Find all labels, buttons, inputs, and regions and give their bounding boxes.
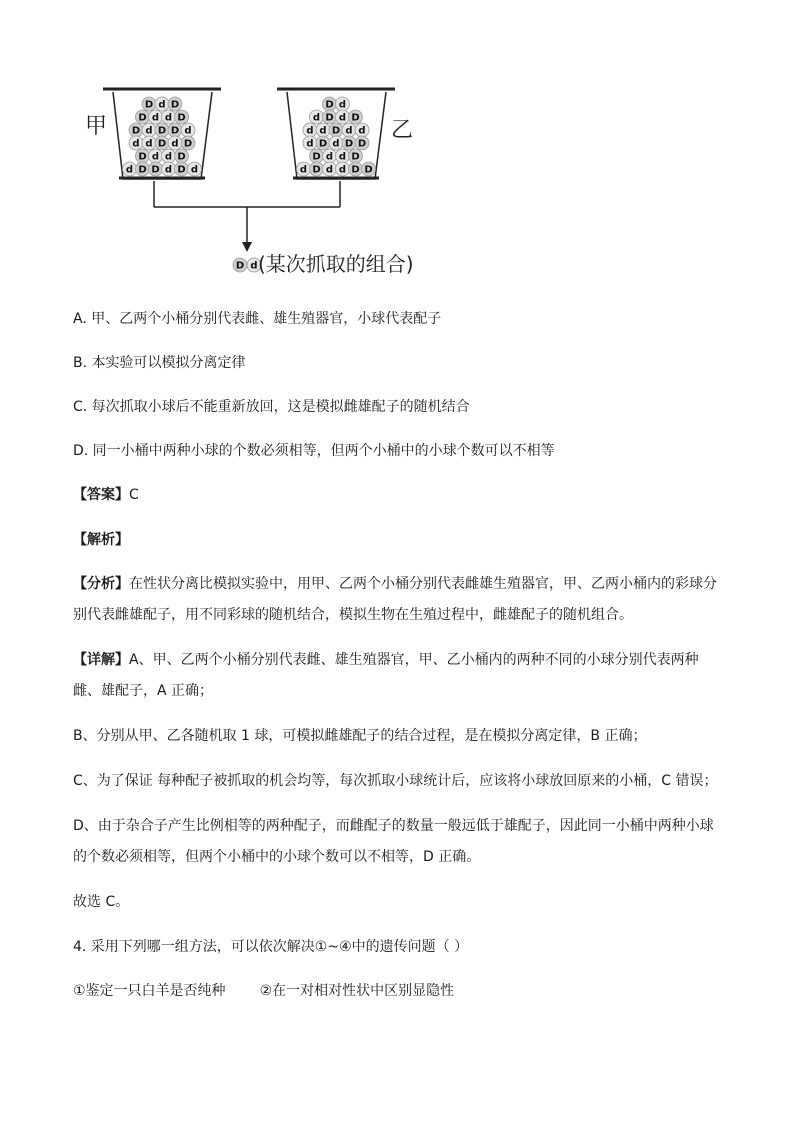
analysis-label: 【解析】 — [73, 532, 129, 548]
ball-d-recessive — [323, 149, 337, 163]
ball-d-recessive — [355, 123, 369, 137]
connector-lines — [154, 181, 340, 252]
option-c: C. 每次抓取小球后不能重新放回，这是模拟雌雄配子的随机结合 — [73, 399, 470, 415]
ball-d-dominant — [310, 149, 324, 163]
svg-text:D: D — [170, 99, 180, 111]
answer-value: C — [129, 487, 139, 503]
ball-d-recessive — [336, 110, 350, 124]
bucket-left-label: 甲 — [85, 114, 108, 139]
ball-d-recessive — [149, 149, 163, 163]
ball-d-recessive — [142, 136, 156, 150]
svg-text:d: d — [145, 138, 153, 150]
bucket-experiment-figure — [80, 80, 480, 280]
svg-text:d: d — [125, 164, 134, 176]
ball-d-dominant — [349, 162, 363, 176]
question-4-items — [73, 981, 454, 1001]
explain-b: B、分别从甲、乙各随机取 1 球，可模拟雌雄配子的结合过程，是在模拟分离定律，B 正确； — [73, 728, 647, 744]
xiangjie-line-1: 【详解】A、甲、乙两个小桶分别代表雌、雄生殖器官，甲、乙小桶内的两种不同的小球分别代表两种 — [73, 652, 699, 668]
svg-text:D: D — [138, 164, 147, 176]
xiangjie-line-2: 雌、雄配子，A 正确； — [73, 683, 214, 699]
svg-text:d: d — [190, 164, 199, 176]
svg-text:D: D — [131, 125, 141, 137]
ball-d-dominant — [136, 162, 150, 176]
ball-d-dominant — [129, 123, 143, 137]
ball-d-recessive — [303, 136, 317, 150]
down-arrow-icon — [242, 242, 252, 252]
svg-text:d: d — [312, 112, 321, 124]
svg-text:D: D — [138, 112, 147, 124]
explain-d-line-1: D、由于杂合子产生比例相等的两种配子，而雌配子的数量一般远低于雄配子，因此同一小桶中两种小球 — [73, 818, 714, 834]
svg-text:d: d — [332, 138, 340, 150]
ball-d-dominant — [142, 97, 156, 111]
svg-text:d: d — [184, 125, 192, 137]
svg-text:D: D — [351, 151, 360, 163]
ball-d-recessive — [162, 149, 176, 163]
svg-text:d: d — [306, 125, 314, 137]
svg-text:d: d — [358, 125, 366, 137]
ball-d-recessive — [316, 123, 330, 137]
question-4-item-1: ①鉴定一只白羊是否纯种 — [73, 983, 226, 999]
svg-text:d: d — [306, 138, 314, 150]
svg-text:d: d — [345, 125, 353, 137]
svg-text:d: d — [299, 164, 308, 176]
ball-d-recessive — [188, 162, 202, 176]
svg-text:D: D — [312, 151, 321, 163]
question-4-stem: 4. 采用下列哪一组方法，可以依次解决①~④中的遗传问题（ ） — [73, 939, 469, 955]
ball-d-recessive — [181, 123, 195, 137]
left-bucket-balls — [123, 97, 202, 176]
svg-text:D: D — [170, 125, 180, 137]
svg-text:d: d — [151, 112, 160, 124]
svg-text:d: d — [151, 151, 160, 163]
question-4-item-2: ②在一对相对性状中区别显隐性 — [259, 983, 455, 999]
svg-text:D: D — [235, 260, 245, 272]
right-bucket-balls — [297, 97, 376, 176]
ball-d-recessive — [155, 97, 169, 111]
svg-text:d: d — [338, 151, 347, 163]
svg-text:D: D — [138, 151, 147, 163]
ball-d-dominant — [168, 97, 182, 111]
bucket-right — [277, 89, 395, 179]
svg-text:D: D — [325, 112, 334, 124]
ball-d-dominant — [310, 162, 324, 176]
ball-d-recessive — [168, 136, 182, 150]
ball-d-dominant — [155, 136, 169, 150]
svg-text:D: D — [151, 164, 160, 176]
svg-text:D: D — [312, 164, 321, 176]
svg-text:D: D — [318, 138, 328, 150]
bucket-right-label: 乙 — [391, 118, 414, 143]
svg-text:d: d — [164, 151, 173, 163]
option-a: A. 甲、乙两个小桶分别代表雌、雄生殖器官，小球代表配子 — [73, 311, 442, 327]
ball-d-recessive — [336, 149, 350, 163]
svg-text:D: D — [351, 112, 360, 124]
answer-line — [73, 485, 139, 505]
svg-text:D: D — [144, 99, 154, 111]
svg-text:d: d — [158, 99, 166, 111]
svg-text:D: D — [177, 151, 186, 163]
ball-d-recessive — [129, 136, 143, 150]
option-b: B. 本实验可以模拟分离定律 — [73, 355, 246, 371]
answer-label: 【答案】 — [73, 487, 129, 503]
svg-text:D: D — [331, 125, 341, 137]
svg-text:d: d — [325, 164, 334, 176]
ball-d-dominant — [349, 149, 363, 163]
xiangjie-label: 【详解】 — [73, 652, 129, 668]
ball-d-dominant — [175, 110, 189, 124]
ball-d-recessive — [329, 136, 343, 150]
svg-text:D: D — [351, 164, 360, 176]
ball-d-dominant — [362, 162, 376, 176]
svg-text:d: d — [319, 125, 327, 137]
ball-d-dominant — [136, 110, 150, 124]
svg-text:D: D — [177, 164, 186, 176]
ball-d-recessive — [303, 123, 317, 137]
ball-d-recessive — [336, 97, 350, 111]
svg-text:D: D — [183, 138, 193, 150]
svg-text:d: d — [164, 112, 173, 124]
ball-d-recessive — [149, 110, 163, 124]
ball-d-dominant — [355, 136, 369, 150]
ball-d-dominant — [323, 97, 337, 111]
ball-d-recessive — [336, 162, 350, 176]
ball-d-recessive — [323, 162, 337, 176]
option-d: D. 同一小桶中两种小球的个数必须相等，但两个小桶中的小球个数可以不相等 — [73, 443, 555, 459]
svg-text:D: D — [344, 138, 354, 150]
ball-d-dominant — [342, 136, 356, 150]
ball-d-recessive — [142, 123, 156, 137]
ball-d-dominant — [329, 123, 343, 137]
svg-text:D: D — [364, 164, 373, 176]
explain-d-line-2: 的个数必须相等，但两个小桶中的小球个数可以不相等，D 正确。 — [73, 849, 481, 865]
svg-text:D: D — [157, 138, 167, 150]
fenxi-line-1: 【分析】在性状分离比模拟实验中，用甲、乙两个小桶分别代表雌雄生殖器官，甲、乙两小桶内的彩球分 — [73, 576, 717, 592]
svg-text:d: d — [132, 138, 140, 150]
ball-d-dominant — [316, 136, 330, 150]
svg-text:D: D — [325, 99, 334, 111]
svg-text:d: d — [171, 138, 179, 150]
ball-d-recessive — [297, 162, 311, 176]
result-ball — [233, 258, 247, 272]
ball-d-dominant — [136, 149, 150, 163]
result-balls — [233, 258, 261, 272]
svg-text:D: D — [177, 112, 186, 124]
svg-text:D: D — [357, 138, 367, 150]
conclusion: 故选 C。 — [73, 894, 130, 910]
fenxi-line-2: 别代表雌雄配子，用不同彩球的随机结合，模拟生物在生殖过程中，雌雄配子的随机组合。 — [73, 607, 633, 623]
svg-text:d: d — [338, 99, 347, 111]
bucket-left — [103, 89, 221, 179]
ball-d-dominant — [181, 136, 195, 150]
ball-d-recessive — [123, 162, 137, 176]
ball-d-dominant — [168, 123, 182, 137]
explain-c: C、为了保证 每种配子被抓取的机会均等，每次抓取小球统计后，应该将小球放回原来的小桶，C 错误； — [73, 773, 718, 789]
result-caption: (某次抓取的组合) — [258, 252, 414, 276]
ball-d-recessive — [310, 110, 324, 124]
ball-d-dominant — [349, 110, 363, 124]
ball-d-dominant — [175, 149, 189, 163]
svg-text:d: d — [338, 112, 347, 124]
ball-d-dominant — [149, 162, 163, 176]
ball-d-recessive — [162, 162, 176, 176]
svg-text:d: d — [164, 164, 173, 176]
svg-text:D: D — [157, 125, 167, 137]
ball-d-recessive — [162, 110, 176, 124]
svg-text:d: d — [338, 164, 347, 176]
svg-text:d: d — [145, 125, 153, 137]
ball-d-recessive — [342, 123, 356, 137]
ball-d-dominant — [155, 123, 169, 137]
fenxi-label: 【分析】 — [73, 576, 129, 592]
ball-d-dominant — [175, 162, 189, 176]
svg-text:d: d — [250, 260, 258, 272]
svg-text:d: d — [325, 151, 334, 163]
ball-d-dominant — [323, 110, 337, 124]
